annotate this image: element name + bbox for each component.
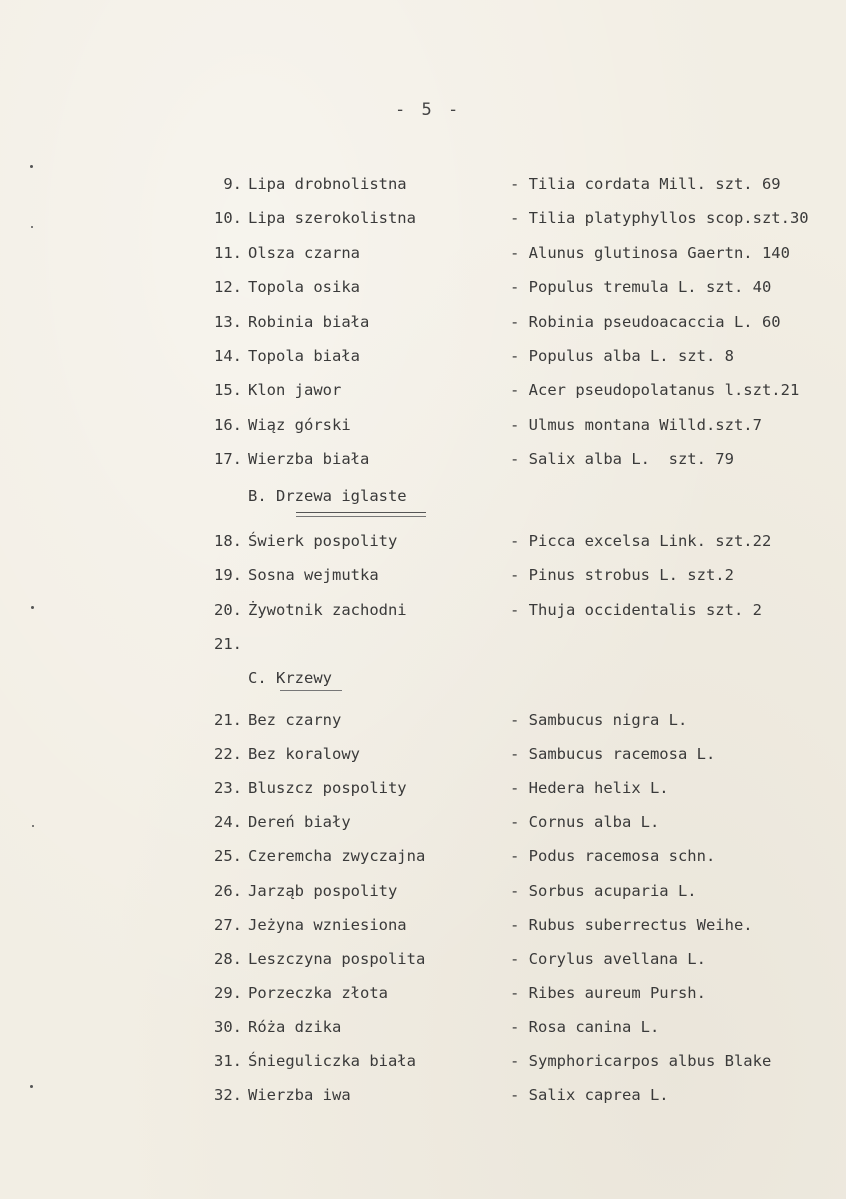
- polish-name: Jeżyna wzniesiona: [248, 915, 407, 934]
- paper-speck: [31, 226, 33, 228]
- list-row: [0, 1049, 846, 1073]
- item-number: 22.: [214, 745, 242, 764]
- latin-name: - Populus tremula L. szt. 40: [510, 278, 772, 297]
- paper-speck: [31, 606, 34, 609]
- polish-name: Porzeczka złota: [248, 983, 388, 1002]
- list-row: [0, 1015, 846, 1039]
- polish-name: Wiąz górski: [248, 415, 351, 434]
- polish-name: Sosna wejmutka: [248, 566, 379, 585]
- polish-name: Wierzba iwa: [248, 1086, 351, 1105]
- latin-name: - Sambucus racemosa L.: [510, 745, 716, 764]
- polish-name: Topola osika: [248, 278, 360, 297]
- latin-name: - Acer pseudopolatanus l.szt.21: [510, 381, 800, 400]
- polish-name: Bez czarny: [248, 711, 342, 729]
- item-number: 32.: [214, 1086, 242, 1105]
- polish-name: Jarząb pospolity: [248, 881, 398, 900]
- polish-name: Śnieguliczka biała: [248, 1052, 416, 1070]
- list-row: [0, 206, 846, 230]
- page-number: - 5 -: [395, 100, 462, 120]
- latin-name: - Sorbus acuparia L.: [510, 881, 697, 900]
- item-number: 12.: [214, 278, 242, 297]
- polish-name: Dereń biały: [248, 813, 351, 832]
- item-number: 16.: [214, 415, 242, 434]
- item-number: 24.: [214, 813, 242, 832]
- item-number: 9.: [223, 175, 242, 193]
- item-number: 21.: [214, 711, 242, 729]
- list-row: [0, 413, 846, 437]
- list-row: [0, 447, 846, 471]
- polish-name: Klon jawor: [248, 381, 342, 400]
- polish-name: Czeremcha zwyczajna: [248, 847, 426, 866]
- polish-name: Bluszcz pospolity: [248, 779, 407, 798]
- paper-speck: [30, 165, 33, 168]
- list-row: [0, 598, 846, 622]
- list-row: [0, 776, 846, 800]
- polish-name: Świerk pospolity: [248, 532, 398, 550]
- item-number: 31.: [214, 1052, 242, 1070]
- latin-name: - Picca excelsa Link. szt.22: [510, 532, 772, 550]
- item-number: 30.: [214, 1017, 242, 1036]
- list-row: [0, 879, 846, 903]
- latin-name: - Symphoricarpos albus Blake: [510, 1052, 772, 1070]
- latin-name: - Tilia cordata Mill. szt. 69: [510, 175, 781, 193]
- item-number: 10.: [214, 209, 242, 228]
- list-row: [0, 172, 846, 196]
- item-number: 28.: [214, 949, 242, 968]
- item-number: 13.: [214, 312, 242, 331]
- list-row: [0, 1083, 846, 1107]
- list-row: [0, 310, 846, 334]
- item-number: 29.: [214, 983, 242, 1002]
- item-number: 27.: [214, 915, 242, 934]
- latin-name: - Sambucus nigra L.: [510, 711, 688, 729]
- latin-name: - Pinus strobus L. szt.2: [510, 566, 734, 585]
- item-number: 11.: [214, 243, 242, 262]
- latin-name: - Thuja occidentalis szt. 2: [510, 600, 762, 619]
- section-c-heading: C. Krzewy: [248, 669, 332, 687]
- latin-name: - Robinia pseudoacaccia L. 60: [510, 312, 781, 331]
- latin-name: - Rosa canina L.: [510, 1017, 660, 1036]
- list-row: [0, 913, 846, 937]
- polish-name: Lipa szerokolistna: [248, 209, 416, 228]
- list-row: [0, 632, 846, 656]
- list-row: [0, 947, 846, 971]
- list-row: [0, 708, 846, 732]
- item-number: 19.: [214, 566, 242, 585]
- section-b-underline-2: [296, 516, 426, 517]
- list-row: [0, 844, 846, 868]
- list-row: [0, 742, 846, 766]
- item-number: 14.: [214, 347, 242, 365]
- latin-name: - Populus alba L. szt. 8: [510, 347, 734, 365]
- latin-name: - Ribes aureum Pursh.: [510, 983, 706, 1002]
- list-row: [0, 981, 846, 1005]
- list-row: [0, 378, 846, 402]
- item-number: 26.: [214, 881, 242, 900]
- latin-name: - Rubus suberrectus Weihe.: [510, 915, 753, 934]
- paper-speck: [30, 1085, 33, 1088]
- polish-name: Lipa drobnolistna: [248, 175, 407, 193]
- polish-name: Żywotnik zachodni: [248, 600, 407, 619]
- latin-name: - Ulmus montana Willd.szt.7: [510, 415, 762, 434]
- polish-name: Olsza czarna: [248, 243, 360, 262]
- latin-name: - Salix alba L. szt. 79: [510, 450, 734, 469]
- item-number: 17.: [214, 450, 242, 469]
- latin-name: - Hedera helix L.: [510, 779, 669, 798]
- polish-name: Leszczyna pospolita: [248, 949, 426, 968]
- polish-name: Róża dzika: [248, 1017, 342, 1036]
- latin-name: - Tilia platyphyllos scop.szt.30: [510, 209, 809, 228]
- polish-name: Topola biała: [248, 347, 360, 365]
- polish-name: Wierzba biała: [248, 450, 370, 469]
- polish-name: Bez koralowy: [248, 745, 360, 764]
- list-row: [0, 563, 846, 587]
- latin-name: - Salix caprea L.: [510, 1086, 669, 1105]
- paper-speck: [32, 825, 34, 827]
- section-b-underline: [296, 512, 426, 513]
- section-b-heading: B. Drzewa iglaste: [248, 487, 407, 505]
- polish-name: Robinia biała: [248, 312, 370, 331]
- item-number: 15.: [214, 381, 242, 400]
- latin-name: - Alunus glutinosa Gaertn. 140: [510, 243, 790, 262]
- section-c-underline: [280, 690, 342, 691]
- list-row: [0, 810, 846, 834]
- latin-name: - Cornus alba L.: [510, 813, 660, 832]
- list-row: [0, 241, 846, 265]
- list-row: [0, 344, 846, 368]
- list-row: [0, 529, 846, 553]
- item-number: 23.: [214, 779, 242, 798]
- item-number: 18.: [214, 532, 242, 550]
- item-number: 21.: [214, 634, 242, 653]
- latin-name: - Podus racemosa schn.: [510, 847, 716, 866]
- list-row: [0, 275, 846, 299]
- latin-name: - Corylus avellana L.: [510, 949, 706, 968]
- item-number: 20.: [214, 600, 242, 619]
- item-number: 25.: [214, 847, 242, 866]
